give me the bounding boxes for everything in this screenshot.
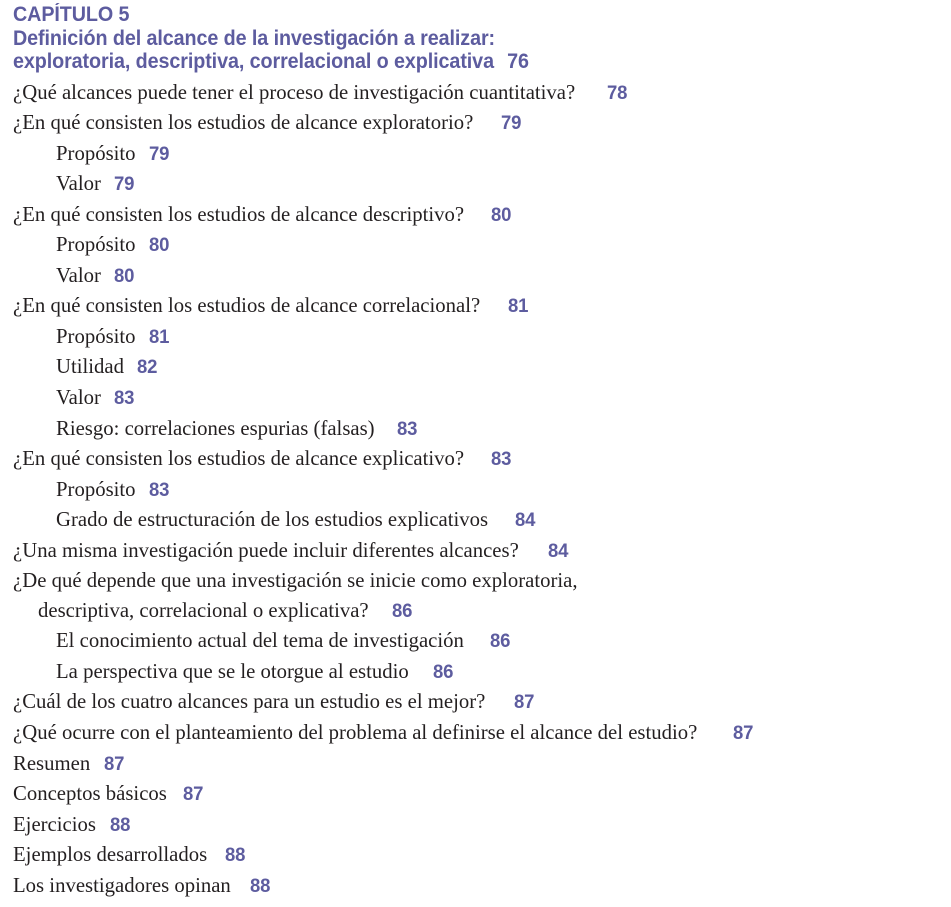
- toc-entry[interactable]: [0, 810, 951, 841]
- toc-entry-page-number: 80: [149, 234, 170, 257]
- toc-entry-page-number: 86: [391, 599, 412, 622]
- toc-entry-list: [0, 78, 951, 902]
- toc-entry-label: descriptiva, correlacional o explicativa?: [38, 597, 369, 622]
- chapter-page-number: 76: [507, 50, 529, 73]
- chapter-label: CAPÍTULO 5: [13, 3, 130, 26]
- toc-entry[interactable]: [0, 383, 951, 414]
- chapter-title-line-2-text: exploratoria, descriptiva, correlacional o explicativa: [13, 50, 494, 73]
- toc-entry[interactable]: [0, 596, 951, 627]
- toc-entry[interactable]: [0, 352, 951, 383]
- chapter-title-line-1: Definición del alcance de la investigación a realizar:: [13, 26, 496, 50]
- toc-entry-page-number: 82: [137, 356, 158, 379]
- toc-entry[interactable]: [0, 566, 951, 596]
- toc-entry-label: ¿En qué consisten los estudios de alcance exploratorio?: [13, 110, 474, 135]
- toc-entry-page-number: 81: [149, 325, 170, 348]
- toc-entry[interactable]: [0, 169, 951, 200]
- toc-entry-page-number: 80: [113, 264, 134, 287]
- toc-entry-page-number: 78: [606, 81, 627, 104]
- toc-entry[interactable]: [0, 505, 951, 536]
- toc-entry-page-number: 87: [513, 691, 534, 714]
- toc-entry-label: Los investigadores opinan: [13, 872, 231, 897]
- toc-entry[interactable]: [0, 78, 951, 109]
- toc-entry-page-number: 81: [508, 295, 529, 318]
- toc-entry[interactable]: [0, 718, 951, 749]
- toc-entry-page-number: 86: [432, 660, 453, 683]
- toc-entry[interactable]: [0, 291, 951, 322]
- toc-entry-page-number: 88: [249, 874, 270, 897]
- toc-entry-label: Valor: [56, 262, 101, 287]
- toc-entry-label: ¿De qué depende que una investigación se inicie como exploratoria,: [13, 568, 578, 593]
- toc-entry-page-number: 83: [491, 448, 512, 471]
- toc-entry[interactable]: [0, 687, 951, 718]
- toc-entry-page-number: 88: [225, 844, 246, 867]
- toc-entry-label: Propósito: [56, 323, 136, 348]
- toc-entry-page-number: 79: [113, 173, 134, 196]
- toc-entry-label: ¿En qué consisten los estudios de alcance correlacional?: [13, 293, 481, 318]
- toc-entry[interactable]: [0, 871, 951, 902]
- toc-entry-page-number: 87: [733, 721, 754, 744]
- toc-entry-page-number: 84: [514, 509, 536, 532]
- toc-entry-label: Propósito: [56, 232, 136, 257]
- toc-entry-label: Utilidad: [56, 354, 125, 379]
- toc-entry-label: Resumen: [13, 750, 91, 775]
- toc-entry-page-number: 83: [149, 478, 170, 501]
- toc-entry-page-number: 79: [149, 142, 170, 165]
- toc-entry-label: Propósito: [56, 476, 136, 501]
- toc-entry-label: Riesgo: correlaciones espurias (falsas): [56, 415, 375, 440]
- toc-entry[interactable]: [0, 139, 951, 170]
- chapter-heading: [0, 0, 951, 74]
- toc-entry-label: ¿Cuál de los cuatro alcances para un estudio es el mejor?: [13, 689, 486, 714]
- toc-entry[interactable]: [0, 261, 951, 292]
- toc-entry[interactable]: [0, 626, 951, 657]
- toc-entry-page-number: 80: [491, 203, 512, 226]
- toc-entry-page-number: 87: [183, 783, 204, 806]
- toc-entry-label: Ejercicios: [13, 811, 96, 836]
- toc-entry-label: Valor: [56, 171, 101, 196]
- toc-entry-page-number: 83: [397, 417, 418, 440]
- toc-entry-label: ¿En qué consisten los estudios de alcance explicativo?: [13, 446, 465, 471]
- toc-entry-label: La perspectiva que se le otorgue al estudio: [56, 658, 409, 683]
- chapter-title-line-2: [13, 50, 895, 74]
- toc-entry-label: Conceptos básicos: [13, 781, 167, 806]
- toc-entry-page-number: 84: [548, 539, 569, 562]
- toc-entry[interactable]: [0, 414, 951, 445]
- toc-entry[interactable]: [0, 657, 951, 688]
- toc-entry-label: ¿Qué alcances puede tener el proceso de investigación cuantitativa?: [13, 79, 576, 104]
- toc-entry[interactable]: [0, 108, 951, 139]
- toc-entry-label: ¿En qué consisten los estudios de alcance descriptivo?: [13, 201, 465, 226]
- toc-entry[interactable]: [0, 230, 951, 261]
- toc-entry-page-number: 83: [113, 386, 134, 409]
- toc-entry-page-number: 86: [489, 630, 510, 653]
- toc-entry[interactable]: [0, 749, 951, 780]
- toc-entry[interactable]: [0, 779, 951, 810]
- toc-entry-page-number: 87: [104, 752, 125, 775]
- toc-entry[interactable]: [0, 200, 951, 231]
- toc-entry-label: El conocimiento actual del tema de investigación: [56, 628, 464, 653]
- toc-entry[interactable]: [0, 475, 951, 506]
- toc-entry[interactable]: [0, 444, 951, 475]
- toc-entry-label: Valor: [56, 384, 101, 409]
- toc-entry-label: Ejemplos desarrollados: [13, 842, 208, 867]
- toc-entry[interactable]: [0, 840, 951, 871]
- toc-entry[interactable]: [0, 536, 951, 567]
- toc-entry-label: Grado de estructuración de los estudios explicativos: [56, 507, 489, 532]
- toc-entry-label: ¿Una misma investigación puede incluir diferentes alcances?: [13, 537, 519, 562]
- toc-entry-page-number: 88: [109, 813, 131, 836]
- toc-entry-page-number: 79: [501, 112, 522, 135]
- toc-entry-label: ¿Qué ocurre con el planteamiento del problema al definirse el alcance del estudio?: [13, 719, 698, 744]
- toc-entry-label: Propósito: [56, 140, 136, 165]
- toc-entry[interactable]: [0, 322, 951, 353]
